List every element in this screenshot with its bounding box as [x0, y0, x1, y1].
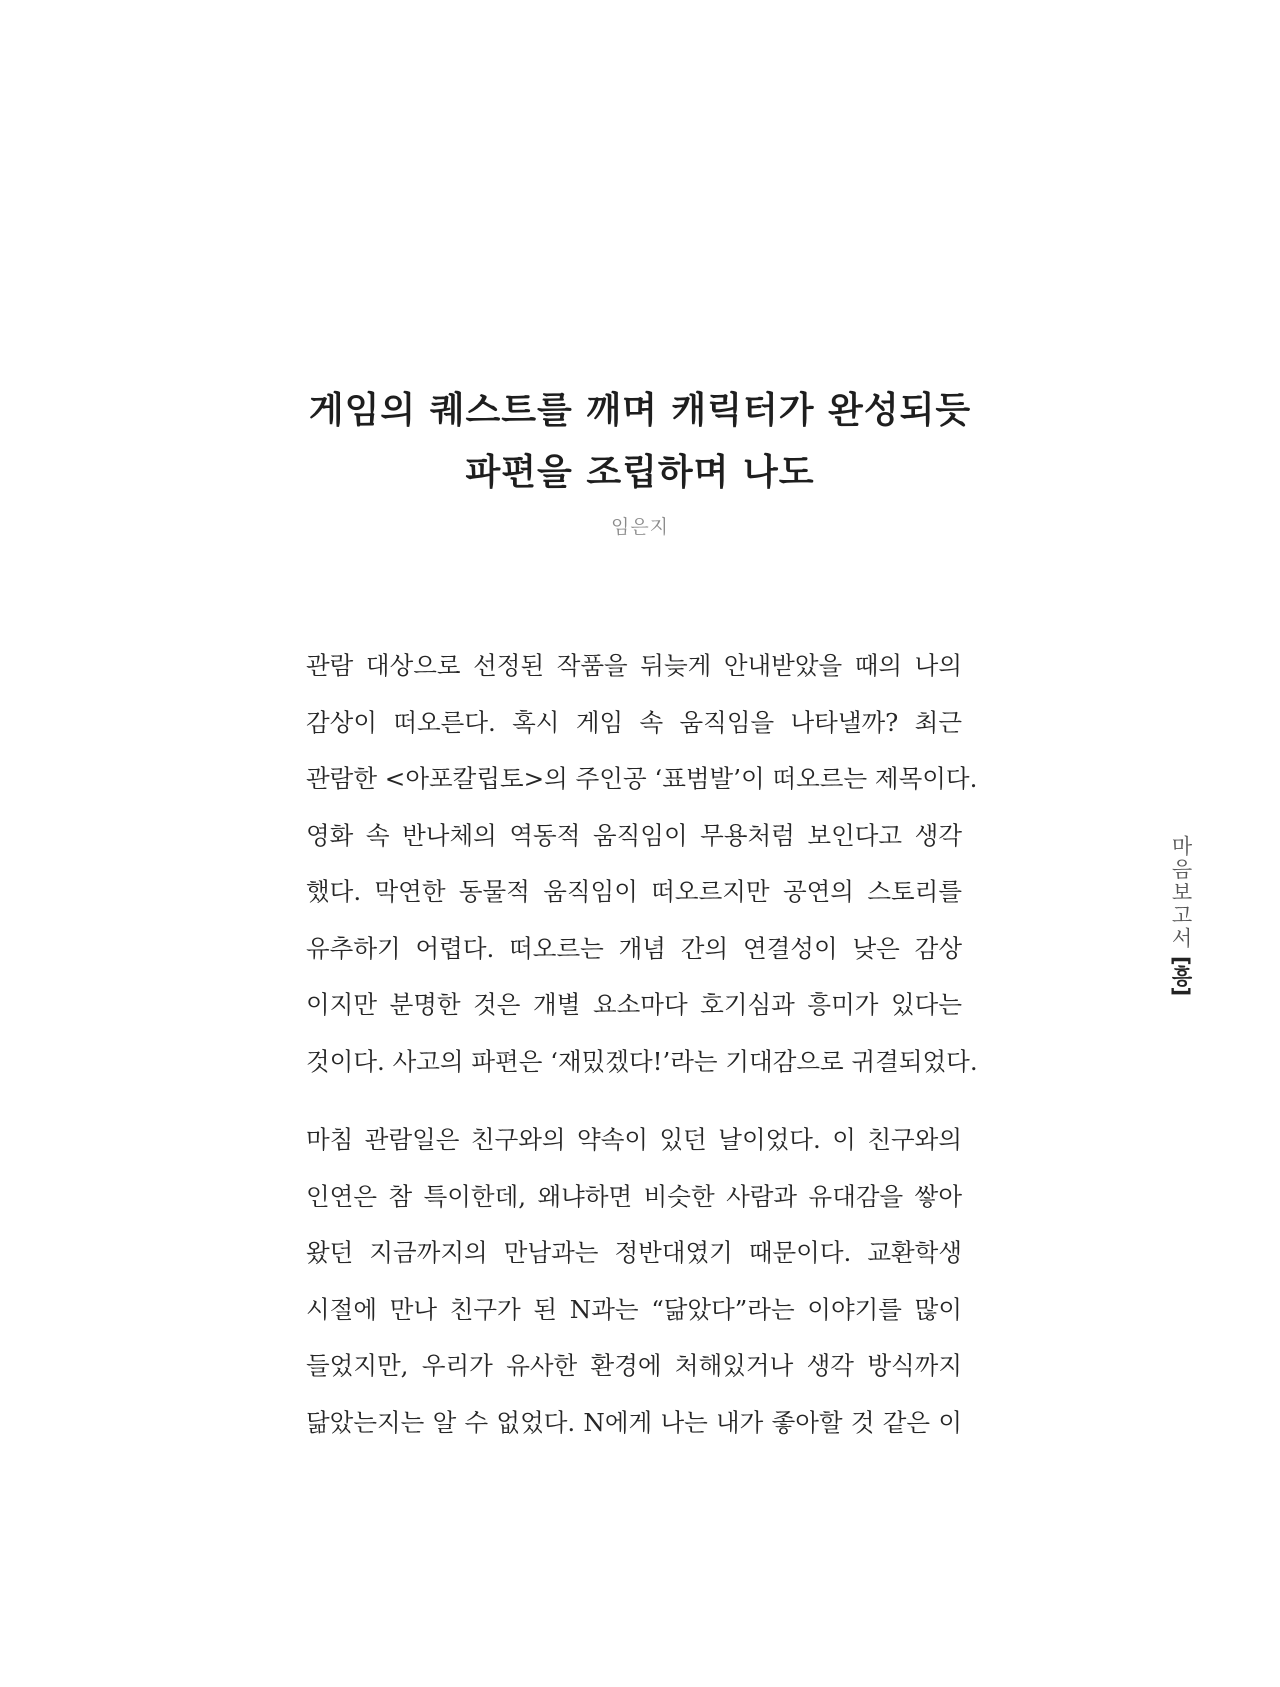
section-name: 마음보고서 — [1169, 835, 1193, 950]
paragraph-2 — [306, 1112, 962, 1451]
paragraph-1-line: 이지만 분명한 것은 개별 요소마다 호기심과 흥미가 있다는 — [306, 990, 962, 1019]
paragraph-2-line: 닮았는지는 알 수 없었다. N에게 나는 내가 좋아할 것 같은 이 — [306, 1407, 962, 1437]
paragraph-2-line: 인연은 참 특이한데, 왜냐하면 비슷한 사람과 유대감을 쌓아 — [306, 1181, 962, 1211]
paragraph-1-line: 것이다. 사고의 파편은 ‘재밌겠다!’라는 기대감으로 귀결되었다. — [306, 1046, 978, 1076]
title-line-2: 파편을 조립하며 나도 — [465, 452, 815, 493]
paragraph-1-line: 관람 대상으로 선정된 작품을 뒤늦게 안내받았을 때의 나의 — [306, 651, 962, 680]
paragraph-1-line: 영화 속 반나체의 역동적 움직임이 무용처럼 보인다고 생각 — [306, 820, 962, 850]
paragraph-1-line: 유추하기 어렵다. 떠오르는 개념 간의 연결성이 낮은 감상 — [306, 933, 962, 963]
section-tag: [흥] — [1169, 956, 1193, 997]
author-name: 임은지 — [610, 516, 670, 538]
paragraph-1-line: 관람한 <아포칼립토>의 주인공 ‘표범발’이 떠오르는 제목이다. — [306, 764, 978, 793]
paragraph-2-line: 시절에 만나 친구가 된 N과는 “닮았다”라는 이야기를 많이 — [306, 1294, 962, 1324]
paragraph-1-line: 감상이 떠오른다. 혹시 게임 속 움직임을 나타낼까? 최근 — [306, 707, 962, 737]
paragraph-1-line: 했다. 막연한 동물적 움직임이 떠오르지만 공연의 스토리를 — [306, 877, 962, 906]
title-line-1: 게임의 퀘스트를 깨며 캐릭터가 완성되듯 — [308, 390, 972, 431]
paragraph-2-line: 들었지만, 우리가 유사한 환경에 처해있거나 생각 방식까지 — [306, 1351, 962, 1380]
paragraph-1 — [306, 638, 978, 1090]
paragraph-2-line: 마침 관람일은 친구와의 약속이 있던 날이었다. 이 친구와의 — [306, 1125, 962, 1154]
paragraph-2-line: 왔던 지금까지의 만남과는 정반대였기 때문이다. 교환학생 — [306, 1238, 962, 1267]
title-block — [0, 380, 1280, 504]
section-side-label — [1163, 835, 1199, 996]
